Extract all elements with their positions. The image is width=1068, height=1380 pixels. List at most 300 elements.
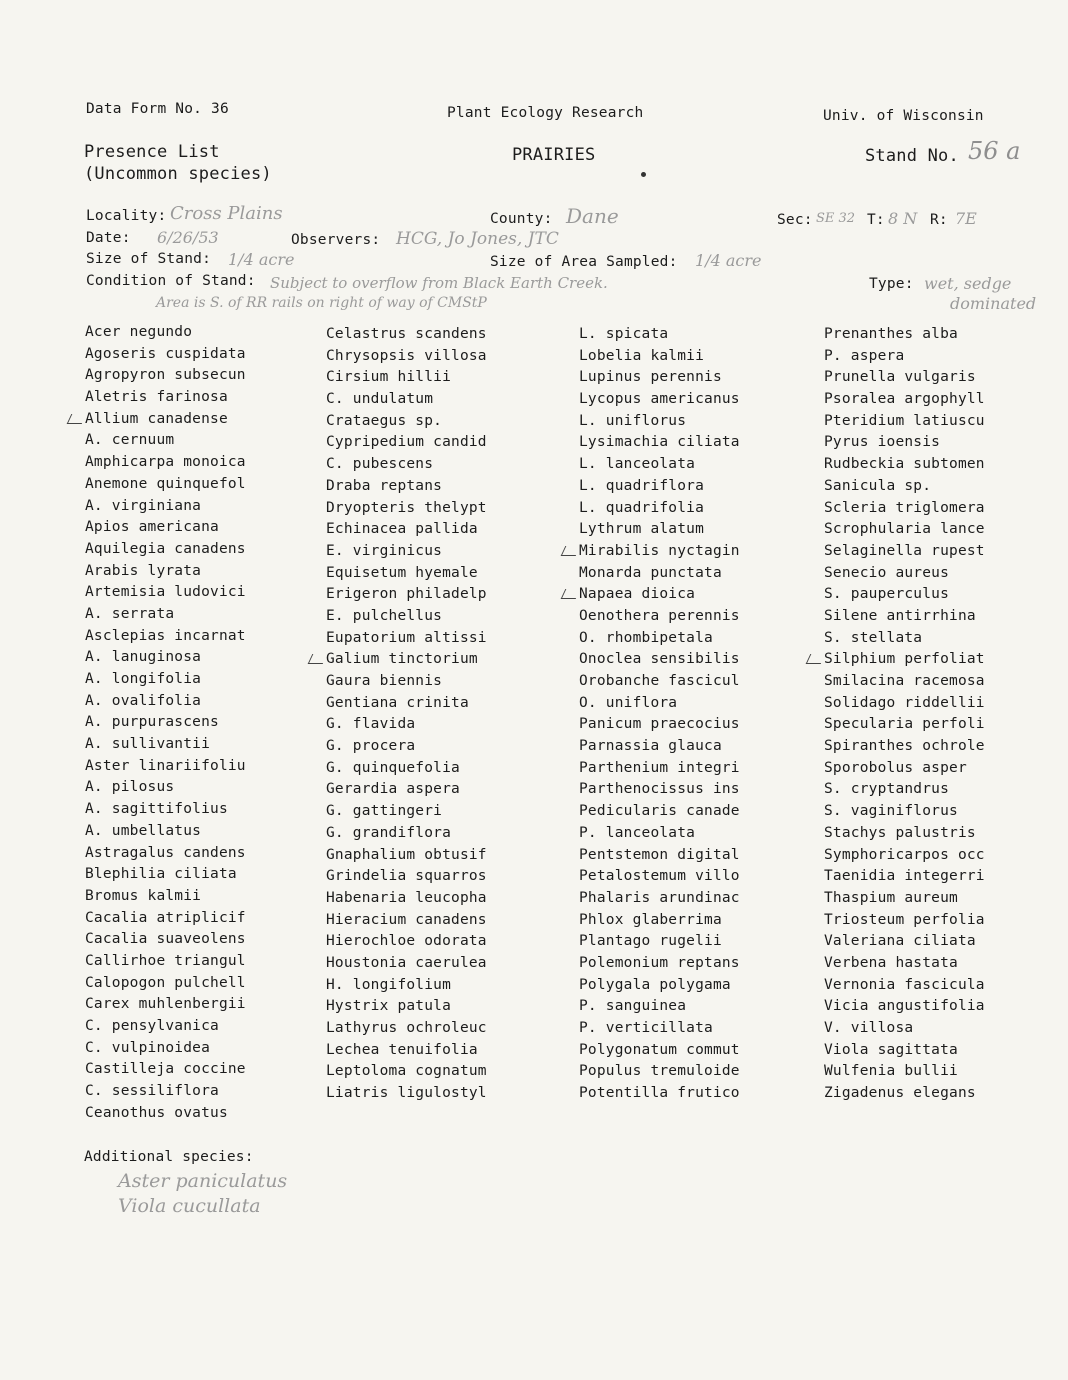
species-item: [579, 324, 740, 346]
species-item: [824, 563, 985, 585]
species-item: [579, 758, 740, 780]
species-item: [579, 801, 740, 823]
species-name: A. longifolia: [85, 671, 202, 687]
species-item: [85, 517, 246, 539]
species-name: Lythrum alatum: [579, 521, 705, 538]
species-name: A. purpurascens: [85, 714, 219, 731]
sec-value: SE 32: [816, 211, 856, 226]
species-name: Smilacina racemosa: [824, 673, 985, 689]
species-name: Habenaria leucopha: [326, 889, 487, 906]
species-name: Cypripedium candid: [326, 434, 487, 451]
species-item: [326, 888, 487, 910]
species-item: [579, 714, 740, 736]
species-name: Polygonatum commut: [579, 1041, 740, 1058]
list-subtitle: (Uncommon species): [84, 164, 272, 184]
species-item: [824, 476, 985, 498]
species-item: [824, 1018, 985, 1040]
species-item: [824, 779, 985, 801]
species-name: C. pubescens: [326, 456, 434, 473]
species-item: [824, 801, 985, 823]
species-name: G. grandiflora: [326, 824, 452, 841]
species-item: [579, 671, 740, 693]
species-name: Acer negundo: [85, 324, 193, 340]
species-name: A. virginiana: [85, 497, 202, 514]
checkmark-icon: [67, 414, 87, 424]
species-item: [85, 1038, 246, 1060]
species-item: [824, 888, 985, 910]
species-name: A. ovalifolia: [85, 692, 202, 709]
sec-label: Sec:: [777, 212, 813, 228]
species-item: [824, 541, 985, 563]
species-name: Vicia angustifolia: [824, 998, 985, 1015]
species-name: Aquilegia canadens: [85, 540, 246, 557]
species-name: P. sanguinea: [579, 998, 687, 1015]
county-value: Dane: [566, 204, 619, 228]
species-item: [579, 432, 740, 454]
condition-label: Condition of Stand:: [86, 273, 256, 289]
ink-dot: [641, 172, 646, 177]
species-item: [85, 691, 246, 713]
species-name: Plantago rugelii: [579, 933, 722, 950]
species-name: Astragalus candens: [85, 844, 246, 861]
species-name: Thaspium aureum: [824, 889, 958, 906]
species-name: A. sagittifolius: [85, 801, 228, 818]
species-item: [85, 843, 246, 865]
species-name: Polygala polygama: [579, 976, 731, 993]
species-name: Agropyron subsecun: [85, 367, 246, 384]
species-item: [824, 346, 985, 368]
species-name: Triosteum perfolia: [824, 911, 985, 928]
species-name: A. cernuum: [85, 432, 175, 449]
species-name: Sanicula sp.: [824, 477, 932, 494]
species-column-1: [85, 322, 246, 1124]
organization: Plant Ecology Research: [447, 105, 644, 121]
species-item: [824, 671, 985, 693]
stand-label: Stand No.: [865, 146, 959, 166]
species-name: Hystrix patula: [326, 998, 452, 1015]
species-item: [579, 693, 740, 715]
species-item: [579, 584, 740, 606]
species-name: Liatris ligulostyl: [326, 1085, 487, 1102]
species-item: [824, 606, 985, 628]
species-name: Arabis lyrata: [85, 562, 202, 579]
species-item: [579, 931, 740, 953]
species-item: [85, 756, 246, 778]
species-name: Psoralea argophyll: [824, 391, 985, 408]
species-item: [326, 801, 487, 823]
species-item: [579, 649, 740, 671]
species-name: Pteridium latiuscu: [824, 412, 985, 429]
species-item: [85, 1081, 246, 1103]
species-item: [824, 411, 985, 433]
species-item: [579, 541, 740, 563]
species-name: G. gattingeri: [326, 803, 443, 820]
species-name: L. quadriflora: [579, 477, 705, 494]
species-name: Parthenocissus ins: [579, 781, 740, 798]
observers-value: HCG, Jo Jones, JTC: [396, 229, 559, 249]
species-item: [579, 823, 740, 845]
species-name: O. uniflora: [579, 694, 678, 711]
species-name: Artemisia ludovici: [85, 584, 246, 601]
species-name: L. lanceolata: [579, 456, 696, 473]
species-item: [326, 1018, 487, 1040]
species-name: Aletris farinosa: [85, 389, 228, 406]
species-name: V. villosa: [824, 1020, 914, 1036]
species-item: [326, 714, 487, 736]
species-item: [85, 539, 246, 561]
species-item: [326, 671, 487, 693]
size-of-area-value: 1/4 acre: [695, 251, 762, 270]
species-item: [579, 1061, 740, 1083]
species-name: Mirabilis nyctagin: [579, 542, 740, 559]
species-name: Leptoloma cognatum: [326, 1063, 487, 1080]
species-item: [85, 973, 246, 995]
university: Univ. of Wisconsin: [823, 108, 984, 124]
species-item: [85, 430, 246, 452]
species-name: Dryopteris thelypt: [326, 499, 487, 516]
species-item: [85, 561, 246, 583]
species-item: [326, 693, 487, 715]
species-item: [85, 799, 246, 821]
species-name: Phlox glaberrima: [579, 911, 722, 928]
species-item: [85, 669, 246, 691]
species-item: [326, 411, 487, 433]
species-name: Napaea dioica: [579, 586, 696, 603]
species-item: [579, 888, 740, 910]
species-item: [326, 975, 487, 997]
species-item: [824, 845, 985, 867]
species-name: Orobanche fascicul: [579, 673, 740, 689]
county-label: County:: [490, 211, 553, 227]
species-name: Grindelia squarros: [326, 868, 487, 885]
species-item: [326, 996, 487, 1018]
species-item: [824, 498, 985, 520]
species-name: Cacalia suaveolens: [85, 931, 246, 948]
species-name: Hieracium canadens: [326, 911, 487, 928]
species-name: Blephilia ciliata: [85, 866, 237, 883]
species-name: Oenothera perennis: [579, 607, 740, 624]
species-name: S. cryptandrus: [824, 781, 950, 798]
species-item: [326, 823, 487, 845]
species-name: Gnaphalium obtusif: [326, 846, 487, 863]
species-name: Symphoricarpos occ: [824, 846, 985, 863]
species-name: Stachys palustris: [824, 824, 976, 841]
species-item: [579, 779, 740, 801]
species-item: [579, 411, 740, 433]
species-item: [85, 409, 246, 431]
species-name: A. umbellatus: [85, 822, 202, 839]
species-name: Celastrus scandens: [326, 326, 487, 342]
checkmark-icon: [561, 546, 581, 556]
species-item: [326, 389, 487, 411]
species-item: [824, 758, 985, 780]
species-item: [326, 1061, 487, 1083]
species-name: Phalaris arundinac: [579, 889, 740, 906]
species-name: Agoseris cuspidata: [85, 345, 246, 362]
species-item: [824, 953, 985, 975]
species-name: A. pilosus: [85, 779, 175, 796]
species-name: Solidago riddellii: [824, 694, 985, 711]
species-name: C. sessiliflora: [85, 1083, 219, 1100]
species-name: Polemonium reptans: [579, 954, 740, 971]
species-item: [85, 582, 246, 604]
species-item: [326, 779, 487, 801]
species-item: [85, 452, 246, 474]
species-item: [579, 563, 740, 585]
species-item: [85, 647, 246, 669]
species-name: Verbena hastata: [824, 954, 958, 971]
species-item: [85, 734, 246, 756]
species-item: [85, 474, 246, 496]
species-name: S. pauperculus: [824, 586, 950, 603]
species-name: Onoclea sensibilis: [579, 651, 740, 668]
species-item: [326, 498, 487, 520]
species-item: [326, 476, 487, 498]
species-name: S. stellata: [824, 629, 923, 646]
species-name: Calopogon pulchell: [85, 974, 246, 991]
species-name: H. longifolium: [326, 976, 452, 993]
species-item: [579, 953, 740, 975]
date-label: Date:: [86, 230, 131, 246]
species-item: [85, 496, 246, 518]
species-item: [326, 953, 487, 975]
locality-value: Cross Plains: [170, 203, 283, 224]
species-item: [85, 1103, 246, 1125]
species-item: [326, 758, 487, 780]
species-item: [824, 1061, 985, 1083]
species-name: Lysimachia ciliata: [579, 434, 740, 451]
species-name: Scrophularia lance: [824, 521, 985, 538]
species-item: [326, 541, 487, 563]
species-name: Eupatorium altissi: [326, 629, 487, 646]
species-name: Galium tinctorium: [326, 651, 478, 668]
species-item: [579, 606, 740, 628]
species-item: [824, 649, 985, 671]
locality-label: Locality:: [86, 208, 167, 224]
species-name: Rudbeckia subtomen: [824, 456, 985, 473]
species-item: [579, 1040, 740, 1062]
species-item: [824, 1040, 985, 1062]
species-item: [85, 929, 246, 951]
additional-species-label: Additional species:: [84, 1149, 254, 1165]
species-name: E. virginicus: [326, 542, 443, 559]
species-name: G. flavida: [326, 716, 416, 733]
species-name: G. procera: [326, 738, 416, 755]
species-item: [326, 649, 487, 671]
species-item: [326, 910, 487, 932]
species-name: Sporobolus asper: [824, 759, 967, 776]
species-name: Equisetum hyemale: [326, 564, 478, 581]
species-item: [85, 821, 246, 843]
species-item: [824, 454, 985, 476]
species-item: [579, 476, 740, 498]
species-item: [85, 1016, 246, 1038]
species-item: [85, 387, 246, 409]
species-name: O. rhombipetala: [579, 629, 713, 646]
species-name: A. serrata: [85, 605, 175, 622]
species-name: Amphicarpa monoica: [85, 454, 246, 471]
species-name: Specularia perfoli: [824, 716, 985, 733]
species-name: E. pulchellus: [326, 607, 443, 624]
species-item: [326, 454, 487, 476]
species-name: Ceanothus ovatus: [85, 1104, 228, 1121]
species-item: [824, 432, 985, 454]
species-name: Erigeron philadelp: [326, 586, 487, 603]
species-name: Lycopus americanus: [579, 391, 740, 408]
t-label: T:: [867, 212, 885, 228]
checkmark-icon: [308, 654, 328, 664]
species-item: [326, 931, 487, 953]
species-item: [85, 1059, 246, 1081]
type-label: Type:: [869, 276, 914, 292]
species-item: [85, 626, 246, 648]
species-name: Pedicularis canade: [579, 803, 740, 820]
species-name: Gentiana crinita: [326, 694, 469, 711]
category-title: PRAIRIES: [512, 145, 596, 165]
species-name: Selaginella rupest: [824, 542, 985, 559]
species-item: [85, 604, 246, 626]
species-item: [579, 1083, 740, 1105]
species-name: Petalostemum villo: [579, 868, 740, 885]
species-item: [824, 931, 985, 953]
species-item: [579, 346, 740, 368]
species-name: Viola sagittata: [824, 1041, 958, 1058]
species-item: [579, 1018, 740, 1040]
species-name: Zigadenus elegans: [824, 1085, 976, 1102]
species-name: Bromus kalmii: [85, 887, 202, 904]
species-name: S. vaginiflorus: [824, 803, 958, 820]
species-name: Vernonia fascicula: [824, 976, 985, 993]
species-name: Pentstemon digital: [579, 846, 740, 863]
species-name: Houstonia caerulea: [326, 954, 487, 971]
species-name: Potentilla frutico: [579, 1085, 740, 1102]
species-name: Parnassia glauca: [579, 738, 722, 755]
species-name: Lobelia kalmii: [579, 347, 705, 364]
species-name: Silphium perfoliat: [824, 651, 985, 668]
species-item: [579, 845, 740, 867]
species-item: [85, 951, 246, 973]
species-item: [326, 432, 487, 454]
species-name: C. vulpinoidea: [85, 1039, 211, 1056]
species-item: [824, 823, 985, 845]
species-name: Lupinus perennis: [579, 369, 722, 386]
species-item: [824, 714, 985, 736]
additional-species-entry: Viola cucullata: [118, 1195, 261, 1217]
stand-value: 56 a: [968, 137, 1021, 165]
species-name: Lathyrus ochroleuc: [326, 1020, 487, 1036]
species-column-3: [579, 324, 740, 1105]
observers-label: Observers:: [291, 232, 381, 248]
size-of-stand-value: 1/4 acre: [228, 250, 295, 269]
species-item: [85, 712, 246, 734]
species-item: [326, 324, 487, 346]
species-name: L. spicata: [579, 326, 669, 342]
species-name: Draba reptans: [326, 477, 443, 494]
species-name: A. lanuginosa: [85, 649, 202, 666]
species-item: [824, 584, 985, 606]
species-item: [85, 864, 246, 886]
species-item: [824, 996, 985, 1018]
species-name: Scleria triglomera: [824, 499, 985, 516]
species-item: [326, 845, 487, 867]
species-item: [579, 910, 740, 932]
species-item: [326, 1040, 487, 1062]
species-name: Spiranthes ochrole: [824, 738, 985, 755]
species-item: [579, 367, 740, 389]
species-name: Gerardia aspera: [326, 781, 460, 798]
species-name: Populus tremuloide: [579, 1063, 740, 1080]
species-item: [85, 994, 246, 1016]
species-item: [579, 454, 740, 476]
species-name: Wulfenia bullii: [824, 1063, 958, 1080]
species-name: Prunella vulgaris: [824, 369, 976, 386]
species-item: [824, 628, 985, 650]
species-name: P. lanceolata: [579, 824, 696, 841]
species-item: [579, 628, 740, 650]
species-item: [824, 367, 985, 389]
species-name: Silene antirrhina: [824, 607, 976, 624]
species-item: [326, 563, 487, 585]
species-item: [579, 975, 740, 997]
species-name: Gaura biennis: [326, 673, 443, 689]
species-name: Anemone quinquefol: [85, 475, 246, 492]
form-number: Data Form No. 36: [86, 101, 229, 117]
r-value: 7E: [955, 209, 977, 228]
species-item: [326, 346, 487, 368]
species-name: Valeriana ciliata: [824, 933, 976, 950]
species-item: [326, 606, 487, 628]
species-name: C. undulatum: [326, 391, 434, 408]
species-item: [579, 498, 740, 520]
species-name: Callirhoe triangul: [85, 952, 246, 969]
species-name: Aster linariifoliu: [85, 757, 246, 774]
species-name: Taenidia integerri: [824, 868, 985, 885]
species-name: Prenanthes alba: [824, 326, 958, 342]
species-name: Cacalia atriplicif: [85, 909, 246, 926]
species-name: P. aspera: [824, 347, 905, 364]
condition-value-line-2: Area is S. of RR rails on right of way of CMStP: [156, 295, 487, 311]
condition-value-line-1: Subject to overflow from Black Earth Creek.: [270, 274, 608, 292]
type-value-line-1: wet, sedge: [924, 274, 1012, 293]
species-name: Monarda punctata: [579, 564, 722, 581]
species-item: [824, 519, 985, 541]
type-value-line-2: dominated: [950, 294, 1037, 313]
t-value: 8 N: [888, 209, 918, 228]
species-item: [824, 866, 985, 888]
species-column-2: [326, 324, 487, 1105]
species-name: Apios americana: [85, 519, 219, 536]
species-name: Crataegus sp.: [326, 412, 443, 429]
species-column-4: [824, 324, 985, 1105]
species-name: Senecio aureus: [824, 564, 950, 581]
species-item: [85, 365, 246, 387]
species-item: [326, 866, 487, 888]
species-name: Echinacea pallida: [326, 521, 478, 538]
size-of-area-label: Size of Area Sampled:: [490, 254, 678, 270]
species-name: L. uniflorus: [579, 412, 687, 429]
r-label: R:: [930, 212, 948, 228]
species-item: [85, 886, 246, 908]
species-name: Allium canadense: [85, 410, 228, 427]
species-name: A. sullivantii: [85, 736, 211, 753]
species-item: [824, 736, 985, 758]
species-item: [579, 519, 740, 541]
species-name: G. quinquefolia: [326, 759, 460, 776]
additional-species-entry: Aster paniculatus: [118, 1170, 288, 1192]
species-item: [824, 975, 985, 997]
species-name: Carex muhlenbergii: [85, 996, 246, 1013]
species-item: [326, 519, 487, 541]
